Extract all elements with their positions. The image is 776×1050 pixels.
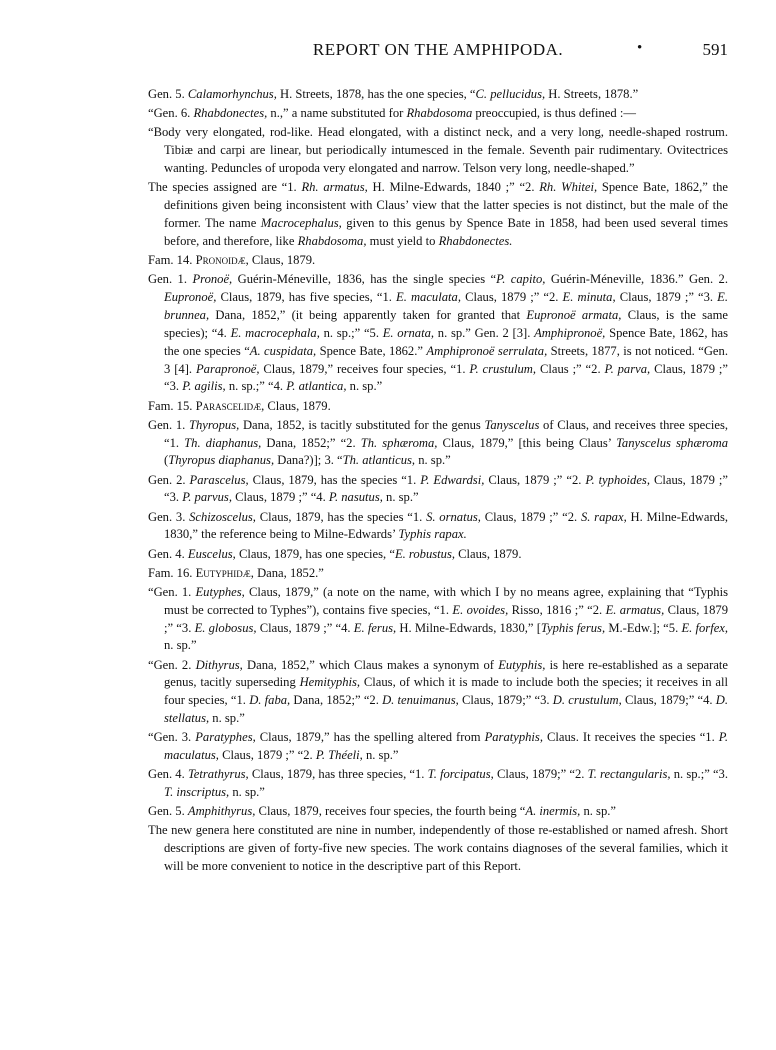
text-run: Gen. 4. — [148, 546, 188, 561]
text-run: Claus, 1879,” has the spelling altered from — [255, 730, 485, 745]
italic-text: Th. sphæroma, — [360, 435, 438, 450]
text-run: Claus, 1879, has one species, “ — [235, 546, 395, 561]
italic-text: Thyropus, — [188, 417, 240, 432]
text-run: Dana?)]; 3. “ — [274, 453, 343, 468]
italic-text: A. inermis, — [525, 804, 581, 819]
text-run: n.,” a name substituted for — [267, 106, 407, 121]
italic-text: S. ornatus, — [426, 509, 481, 524]
italic-text: Tanyscelus sphæroma — [616, 435, 728, 450]
text-run: Claus, 1879 ;” “2. — [480, 509, 581, 524]
text-run: n. sp.” — [362, 748, 399, 763]
italic-text: Rhabdosoma, — [297, 233, 367, 248]
text-run: Claus, 1879, receives four species, the fourth being “ — [255, 804, 526, 819]
text-run: given to this genus by Spence Bate in 1858, had been used several times before, and therefore, like — [164, 215, 728, 248]
paragraph — [148, 179, 728, 251]
text-run: Streets, 1877, is not noticed. “Gen. 3 [4]. — [164, 343, 728, 376]
text-run: Gen. 3. — [148, 509, 190, 524]
italic-text: Th. atlanticus, — [342, 453, 416, 468]
text-run: n. sp.” — [346, 379, 383, 394]
text-run: H. Streets, 1878.” — [545, 87, 639, 101]
text-run: Claus. It receives the species “1. — [542, 730, 719, 745]
italic-text: S. rapax, — [580, 509, 627, 524]
italic-text: Rhabdonectes, — [193, 106, 268, 121]
text-run: Fam. 14. — [148, 252, 196, 267]
text-run: Guérin-Méneville, 1836.” Gen. 2. — [545, 272, 728, 286]
italic-text: Schizoscelus, — [189, 509, 256, 524]
italic-text: Tanyscelus — [484, 417, 540, 432]
text-run: Gen. 5. — [148, 87, 188, 101]
paragraph — [148, 271, 728, 396]
text-run: Claus, 1879 ;” “3. — [164, 602, 728, 635]
italic-text: Dithyrus, — [195, 657, 243, 672]
italic-text: Amphipronoë, — [534, 325, 606, 340]
italic-text: E. maculata, — [396, 289, 461, 304]
text-run: Dana, 1852, is tacitly substituted for the genus — [239, 417, 485, 432]
italic-text: P. parvus, — [182, 490, 232, 505]
text-run: Guérin-Méneville, 1836, has the single species “ — [232, 272, 497, 286]
italic-text: T. forcipatus, — [427, 767, 494, 782]
text-run: Spence Bate, 1862.” — [316, 343, 427, 358]
text-run: Claus, 1879;” “3. — [458, 693, 553, 708]
italic-text: Eupronoë, — [164, 289, 217, 304]
text-run: Fam. 16. — [148, 565, 196, 580]
italic-text: E. minuta, — [562, 289, 616, 304]
text-run: The new genera here constituted are nine in number, independently of those re-established or named afresh. Short descriptions are given of forty-five new species. The work contains diagnoses of the several families, which it will be more convenient to notice in the descriptive part of this Report. — [148, 823, 728, 874]
paragraph — [148, 472, 728, 508]
italic-text: P. typhoides, — [585, 472, 650, 487]
text-run: Claus, 1879, has the species “1. — [248, 472, 421, 487]
text-run: Claus, 1879, has the species “1. — [255, 509, 427, 524]
italic-text: Thyropus diaphanus, — [168, 453, 275, 468]
text-run: “Gen. 2. — [148, 657, 196, 672]
text-run: Claus, 1879 ;” “3. — [164, 361, 729, 394]
text-run: H. Milne-Edwards, 1830,” the reference being to Milne-Edwards’ — [164, 509, 728, 542]
text-run: Fam. 15. — [148, 398, 196, 413]
text-run: Dana, 1852;” “2. — [261, 435, 361, 450]
text-run: Claus, 1879 ;” “3. — [615, 289, 718, 304]
italic-text: D. crustulum, — [552, 693, 622, 708]
text-run: Claus, 1879,” receives four species, “1. — [259, 361, 470, 376]
text-run: Claus, 1879 ;” “4. — [256, 620, 354, 635]
paragraph — [148, 565, 728, 583]
text-run: Claus, 1879 ;” “2. — [484, 472, 586, 487]
italic-text: E. macrocephala, — [230, 325, 320, 340]
text-run: Dana, 1852,” (it being apparently taken for granted that — [209, 307, 527, 322]
text-run: Risso, 1816 ;” “2. — [508, 602, 606, 617]
italic-text: P. capito, — [496, 272, 546, 286]
italic-text: P. Edwardsi, — [420, 472, 485, 487]
paragraph — [148, 509, 728, 545]
header-dot-mark: • — [637, 40, 643, 56]
text-run: Spence Bate, 1862, has the one species “ — [164, 325, 728, 358]
italic-text: Hemityphis, — [299, 675, 361, 690]
text-run: n. sp.” — [382, 490, 419, 505]
italic-text: Eutyphis, — [498, 657, 546, 672]
italic-text: Rhabdonectes. — [438, 233, 513, 248]
paragraph — [148, 398, 728, 416]
italic-text: E. brunnea, — [164, 289, 729, 322]
italic-text: Rh. armatus, — [301, 180, 368, 195]
text-run: Spence Bate, 1862,” the definitions given being inconsistent with Claus’ view that the latter species is not distinct, but the male of the former. The name — [164, 180, 729, 230]
italic-text: P. crustulum, — [469, 361, 537, 376]
small-caps-text: Pronoidæ, — [195, 252, 249, 267]
text-run: n. sp.” Gen. 2 [3]. — [434, 325, 535, 340]
text-run: Claus, 1879. — [455, 546, 522, 561]
text-run: H. Milne-Edwards, 1830,” [ — [396, 620, 541, 635]
text-run: Gen. 4. — [148, 767, 188, 782]
text-run: “Gen. 1. — [148, 584, 196, 599]
italic-text: A. cuspidata, — [249, 343, 317, 358]
italic-text: Macrocephalus, — [260, 215, 342, 230]
text-run: Claus, 1879, has three species, “1. — [248, 767, 428, 782]
page-number: 591 — [702, 40, 728, 59]
text-run: Claus, 1879, has five species, “1. — [216, 289, 397, 304]
paragraph — [148, 124, 728, 178]
text-run: “Gen. 3. — [148, 730, 196, 745]
italic-text: Typhis ferus, — [540, 620, 606, 635]
italic-text: Amphithyrus, — [187, 804, 256, 819]
italic-text: Parascelus, — [189, 472, 249, 487]
text-run: must yield to — [366, 233, 439, 248]
paragraph — [148, 584, 728, 656]
italic-text: E. ovoides, — [452, 602, 509, 617]
text-run: Claus, 1879 ;” “2. — [218, 748, 316, 763]
paragraph — [148, 105, 728, 123]
italic-text: D. stellatus, — [164, 693, 729, 726]
italic-text: Eupronoë armata, — [526, 307, 622, 322]
text-run: n. sp.” — [164, 638, 197, 653]
italic-text: E. globosus, — [194, 620, 257, 635]
text-run: Claus ;” “2. — [536, 361, 605, 376]
text-run: Gen. 2. — [148, 472, 190, 487]
text-run: “Gen. 6. — [148, 106, 194, 121]
small-caps-text: Parascelidæ, — [195, 398, 265, 413]
italic-text: C. pellucidus, — [475, 87, 546, 101]
running-header — [148, 40, 728, 66]
italic-text: E. robustus, — [394, 546, 455, 561]
running-title: REPORT ON THE AMPHIPODA. — [312, 40, 564, 59]
text-run: The species assigned are “1. — [148, 180, 302, 195]
text-run: preoccupied, is thus defined :— — [472, 106, 636, 121]
text-run: Claus, 1879 ;” “4. — [231, 490, 329, 505]
text-run: Claus, 1879. — [264, 398, 331, 413]
text-run: M.-Edw.]; “5. — [605, 620, 682, 635]
text-run: “Body very elongated, rod-like. Head elongated, with a distinct neck, and a very long, needle-shaped rostrum. Tibiæ and carpi are linear, but periodically intumesced in the female. Seventh pair rudimentary. Ovitectrices wanting. Peduncles of uropoda very elongated and narrow. Telson very long, needle-shaped.” — [148, 125, 728, 175]
paragraph — [148, 417, 728, 471]
italic-text: Parapronoë, — [195, 361, 260, 376]
text-run: Dana, 1852.” — [253, 565, 324, 580]
text-run: Claus, is the same species); “4. — [164, 307, 728, 340]
text-run: Claus, 1879 ;” “3. — [164, 472, 729, 505]
italic-text: Eutyphes, — [195, 584, 245, 599]
paragraph — [148, 729, 728, 765]
italic-text: P. agilis, — [182, 379, 226, 394]
italic-text: Calamorhynchus, — [187, 87, 277, 101]
italic-text: Paratyphis, — [484, 730, 543, 745]
text-run: Claus, 1879,” [this being Claus’ — [437, 435, 617, 450]
italic-text: P. parva, — [604, 361, 651, 376]
paragraph — [148, 766, 728, 802]
italic-text: D. tenuimanus, — [382, 693, 459, 708]
italic-text: T. inscriptus, — [164, 785, 230, 800]
italic-text: Rhabdosoma — [406, 106, 473, 121]
text-run: Gen. 1. — [148, 417, 189, 432]
italic-text: E. ornata, — [382, 325, 435, 340]
italic-text: D. faba, — [249, 693, 291, 708]
text-run: Gen. 1. — [148, 272, 193, 286]
italic-text: Pronoë, — [192, 272, 233, 286]
body-text — [148, 86, 728, 877]
italic-text: P. Théeli, — [315, 748, 363, 763]
text-run: Dana, 1852;” “2. — [290, 693, 383, 708]
text-run: Claus, 1879;” “2. — [493, 767, 588, 782]
text-run: Claus, of which it is made to include both the species; it receives in all four species, “1. — [164, 675, 728, 708]
text-run: is here re-established as a separate genus, tacitly superseding — [164, 657, 728, 690]
italic-text: P. nasutus, — [328, 490, 383, 505]
italic-text: Euscelus, — [187, 546, 236, 561]
text-run: of Claus, and receives three species, “1. — [164, 417, 728, 450]
paragraph — [148, 252, 728, 270]
paragraph — [148, 803, 728, 821]
text-run: ( — [164, 453, 169, 468]
italic-text: Tetrathyrus, — [187, 767, 249, 782]
text-run: H. Streets, 1878, has the one species, “ — [276, 87, 476, 101]
text-run: H. Milne-Edwards, 1840 ;” “2. — [367, 180, 540, 195]
text-run: n. sp.;” “4. — [225, 379, 287, 394]
text-run: n. sp.” — [415, 453, 451, 468]
paragraph — [148, 546, 728, 564]
paragraph — [148, 657, 728, 729]
text-run: Gen. 5. — [148, 804, 188, 819]
text-run: n. sp.” — [229, 785, 265, 800]
italic-text: E. forfex, — [681, 620, 729, 635]
paragraph — [148, 822, 728, 876]
italic-text: Typhis rapax. — [398, 527, 467, 542]
italic-text: E. ferus, — [353, 620, 397, 635]
italic-text: Paratyphes, — [195, 730, 256, 745]
italic-text: E. armatus, — [605, 602, 665, 617]
italic-text: P. maculatus, — [164, 730, 728, 763]
text-run: Claus, 1879. — [248, 252, 316, 267]
text-run: Claus, 1879;” “4. — [621, 693, 716, 708]
italic-text: P. atlantica, — [286, 379, 347, 394]
paragraph — [148, 86, 728, 104]
italic-text: Amphipronoë serrulata, — [426, 343, 548, 358]
italic-text: Th. diaphanus, — [184, 435, 262, 450]
italic-text: T. rectangularis, — [587, 767, 671, 782]
text-run: n. sp.” — [209, 711, 245, 726]
text-run: Claus, 1879 ;” “2. — [460, 289, 563, 304]
text-run: Dana, 1852,” which Claus makes a synonym of — [242, 657, 499, 672]
text-run: Claus, 1879,” (a note on the name, with which I by no means agree, explaining that “Typhis must be corrected to Typhes”), contains five species, “1. — [164, 584, 728, 617]
text-run: n. sp.” — [580, 804, 616, 819]
italic-text: Rh. Whitei, — [539, 180, 598, 195]
small-caps-text: Eutyphidæ, — [195, 565, 254, 580]
text-run: n. sp.;” “5. — [319, 325, 383, 340]
text-run: n. sp.;” “3. — [670, 767, 728, 782]
